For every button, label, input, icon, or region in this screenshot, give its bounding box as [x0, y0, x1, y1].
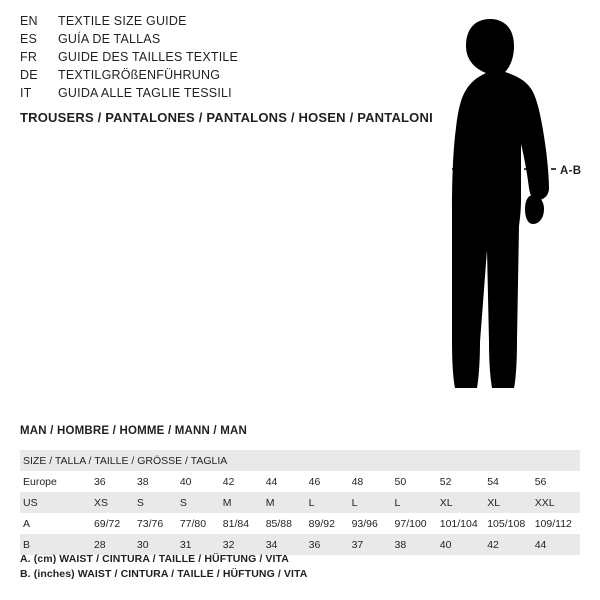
cell: 105/108 [487, 517, 526, 530]
row-label: B [20, 534, 92, 555]
cell: 109/112 [534, 517, 572, 530]
language-code: DE [20, 68, 38, 82]
footnote-b: B. (inches) WAIST / CINTURA / TAILLE / HÜFTUNG / VITA [20, 568, 308, 580]
cell: L [307, 492, 350, 513]
measure-label-ab: A-B [560, 165, 582, 177]
language-text: TEXTILE SIZE GUIDE [58, 14, 187, 28]
cell: 77/80 [179, 517, 207, 530]
cell: 97/100 [394, 517, 427, 530]
cell: 36 [93, 475, 106, 488]
language-text: TEXTILGRÖßENFÜHRUNG [58, 68, 221, 82]
cell: 34 [264, 534, 307, 555]
page-title: TROUSERS / PANTALONES / PANTALONS / HOSEN / PANTALONI [20, 110, 433, 125]
cell: XL [438, 492, 485, 513]
size-table [20, 450, 580, 555]
footnotes [20, 552, 307, 582]
cell: 69/72 [93, 517, 121, 530]
cell: 42 [222, 475, 235, 488]
cell: 28 [92, 534, 135, 555]
cell: 50 [394, 475, 407, 488]
language-row [20, 86, 360, 104]
cell: 89/92 [308, 517, 335, 530]
figure-illustration [400, 10, 600, 410]
language-code: ES [20, 32, 38, 46]
language-row [20, 50, 360, 68]
table-row [20, 492, 580, 513]
cell: 93/96 [351, 517, 378, 530]
language-code: IT [20, 86, 32, 100]
language-row [20, 32, 360, 50]
cell: XS [92, 492, 135, 513]
cell: 36 [307, 534, 350, 555]
table-row [20, 513, 580, 534]
cell: 85/88 [265, 517, 292, 530]
cell: 44 [265, 475, 278, 488]
language-text: GUÍA DE TALLAS [58, 32, 161, 46]
cell: 38 [136, 475, 149, 488]
table-row [20, 471, 580, 492]
table-header-row [20, 450, 580, 471]
cell: L [393, 492, 438, 513]
language-code: FR [20, 50, 38, 64]
cell: 31 [178, 534, 221, 555]
table-header-label: SIZE / TALLA / TAILLE / GRÖSSE / TAGLIA [20, 450, 580, 471]
cell: 40 [179, 475, 192, 488]
row-label: Europe [23, 475, 57, 488]
cell: 81/84 [222, 517, 250, 530]
footnote-a: A. (cm) WAIST / CINTURA / TAILLE / HÜFTUNG / VITA [20, 553, 289, 565]
cell: 73/76 [136, 517, 164, 530]
cell: 56 [534, 475, 547, 488]
cell: XL [485, 492, 532, 513]
cell: 46 [308, 475, 321, 488]
man-silhouette-icon [400, 10, 600, 410]
row-label: US [20, 492, 92, 513]
cell: 38 [393, 534, 438, 555]
cell: 42 [485, 534, 532, 555]
table-title: MAN / HOMBRE / HOMME / MANN / MAN [20, 425, 248, 437]
cell: XXL [533, 492, 580, 513]
cell: 44 [533, 534, 580, 555]
cell: 30 [135, 534, 178, 555]
cell: S [178, 492, 221, 513]
language-list [20, 14, 360, 104]
row-label: A [23, 517, 31, 530]
cell: 40 [438, 534, 485, 555]
cell: 48 [351, 475, 364, 488]
language-code: EN [20, 14, 38, 28]
language-row [20, 14, 360, 32]
cell: M [221, 492, 264, 513]
cell: L [350, 492, 393, 513]
cell: 54 [487, 475, 499, 488]
language-text: GUIDA ALLE TAGLIE TESSILI [58, 86, 232, 100]
cell: 32 [221, 534, 264, 555]
cell: 37 [350, 534, 393, 555]
cell: 52 [439, 475, 452, 488]
cell: M [264, 492, 307, 513]
cell: S [135, 492, 178, 513]
cell: 101/104 [439, 517, 478, 530]
language-text: GUIDE DES TAILLES TEXTILE [58, 50, 239, 64]
language-row [20, 68, 360, 86]
